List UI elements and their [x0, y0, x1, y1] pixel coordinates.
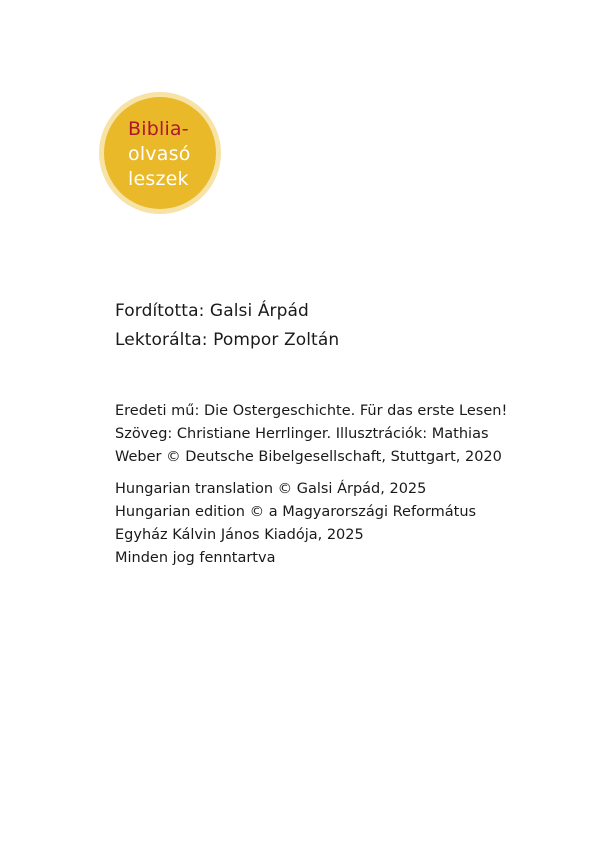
original-work-line: Eredeti mű: Die Ostergeschichte. Für das erste Lesen!: [115, 403, 508, 419]
hungarian-edition-line: Hungarian edition © a Magyarországi Református: [115, 504, 477, 520]
series-logo-line-1: Biblia-: [128, 118, 189, 140]
series-logo-line-3: leszek: [128, 168, 189, 190]
original-work-line: Szöveg: Christiane Herrlinger. Illusztrációk: Mathias: [115, 426, 489, 442]
hungarian-edition-line: Egyház Kálvin János Kiadója, 2025: [115, 527, 364, 543]
translator-credit: Fordította: Galsi Árpád: [115, 301, 309, 321]
hungarian-edition-info: [115, 478, 507, 570]
imprint-block: [115, 400, 507, 579]
credits-block: [115, 297, 339, 355]
hungarian-edition-line: Hungarian translation © Galsi Árpád, 2025: [115, 481, 427, 497]
series-logo-disc: [104, 97, 216, 209]
original-work-info: [115, 400, 507, 469]
original-work-line: Weber © Deutsche Bibelgesellschaft, Stuttgart, 2020: [115, 449, 502, 465]
series-logo-text: [128, 117, 191, 192]
rights-reserved: Minden jog fenntartva: [115, 550, 276, 566]
proofreader-credit: Lektorálta: Pompor Zoltán: [115, 330, 340, 350]
series-logo-badge: [99, 92, 221, 214]
series-logo-line-2: olvasó: [128, 143, 191, 165]
